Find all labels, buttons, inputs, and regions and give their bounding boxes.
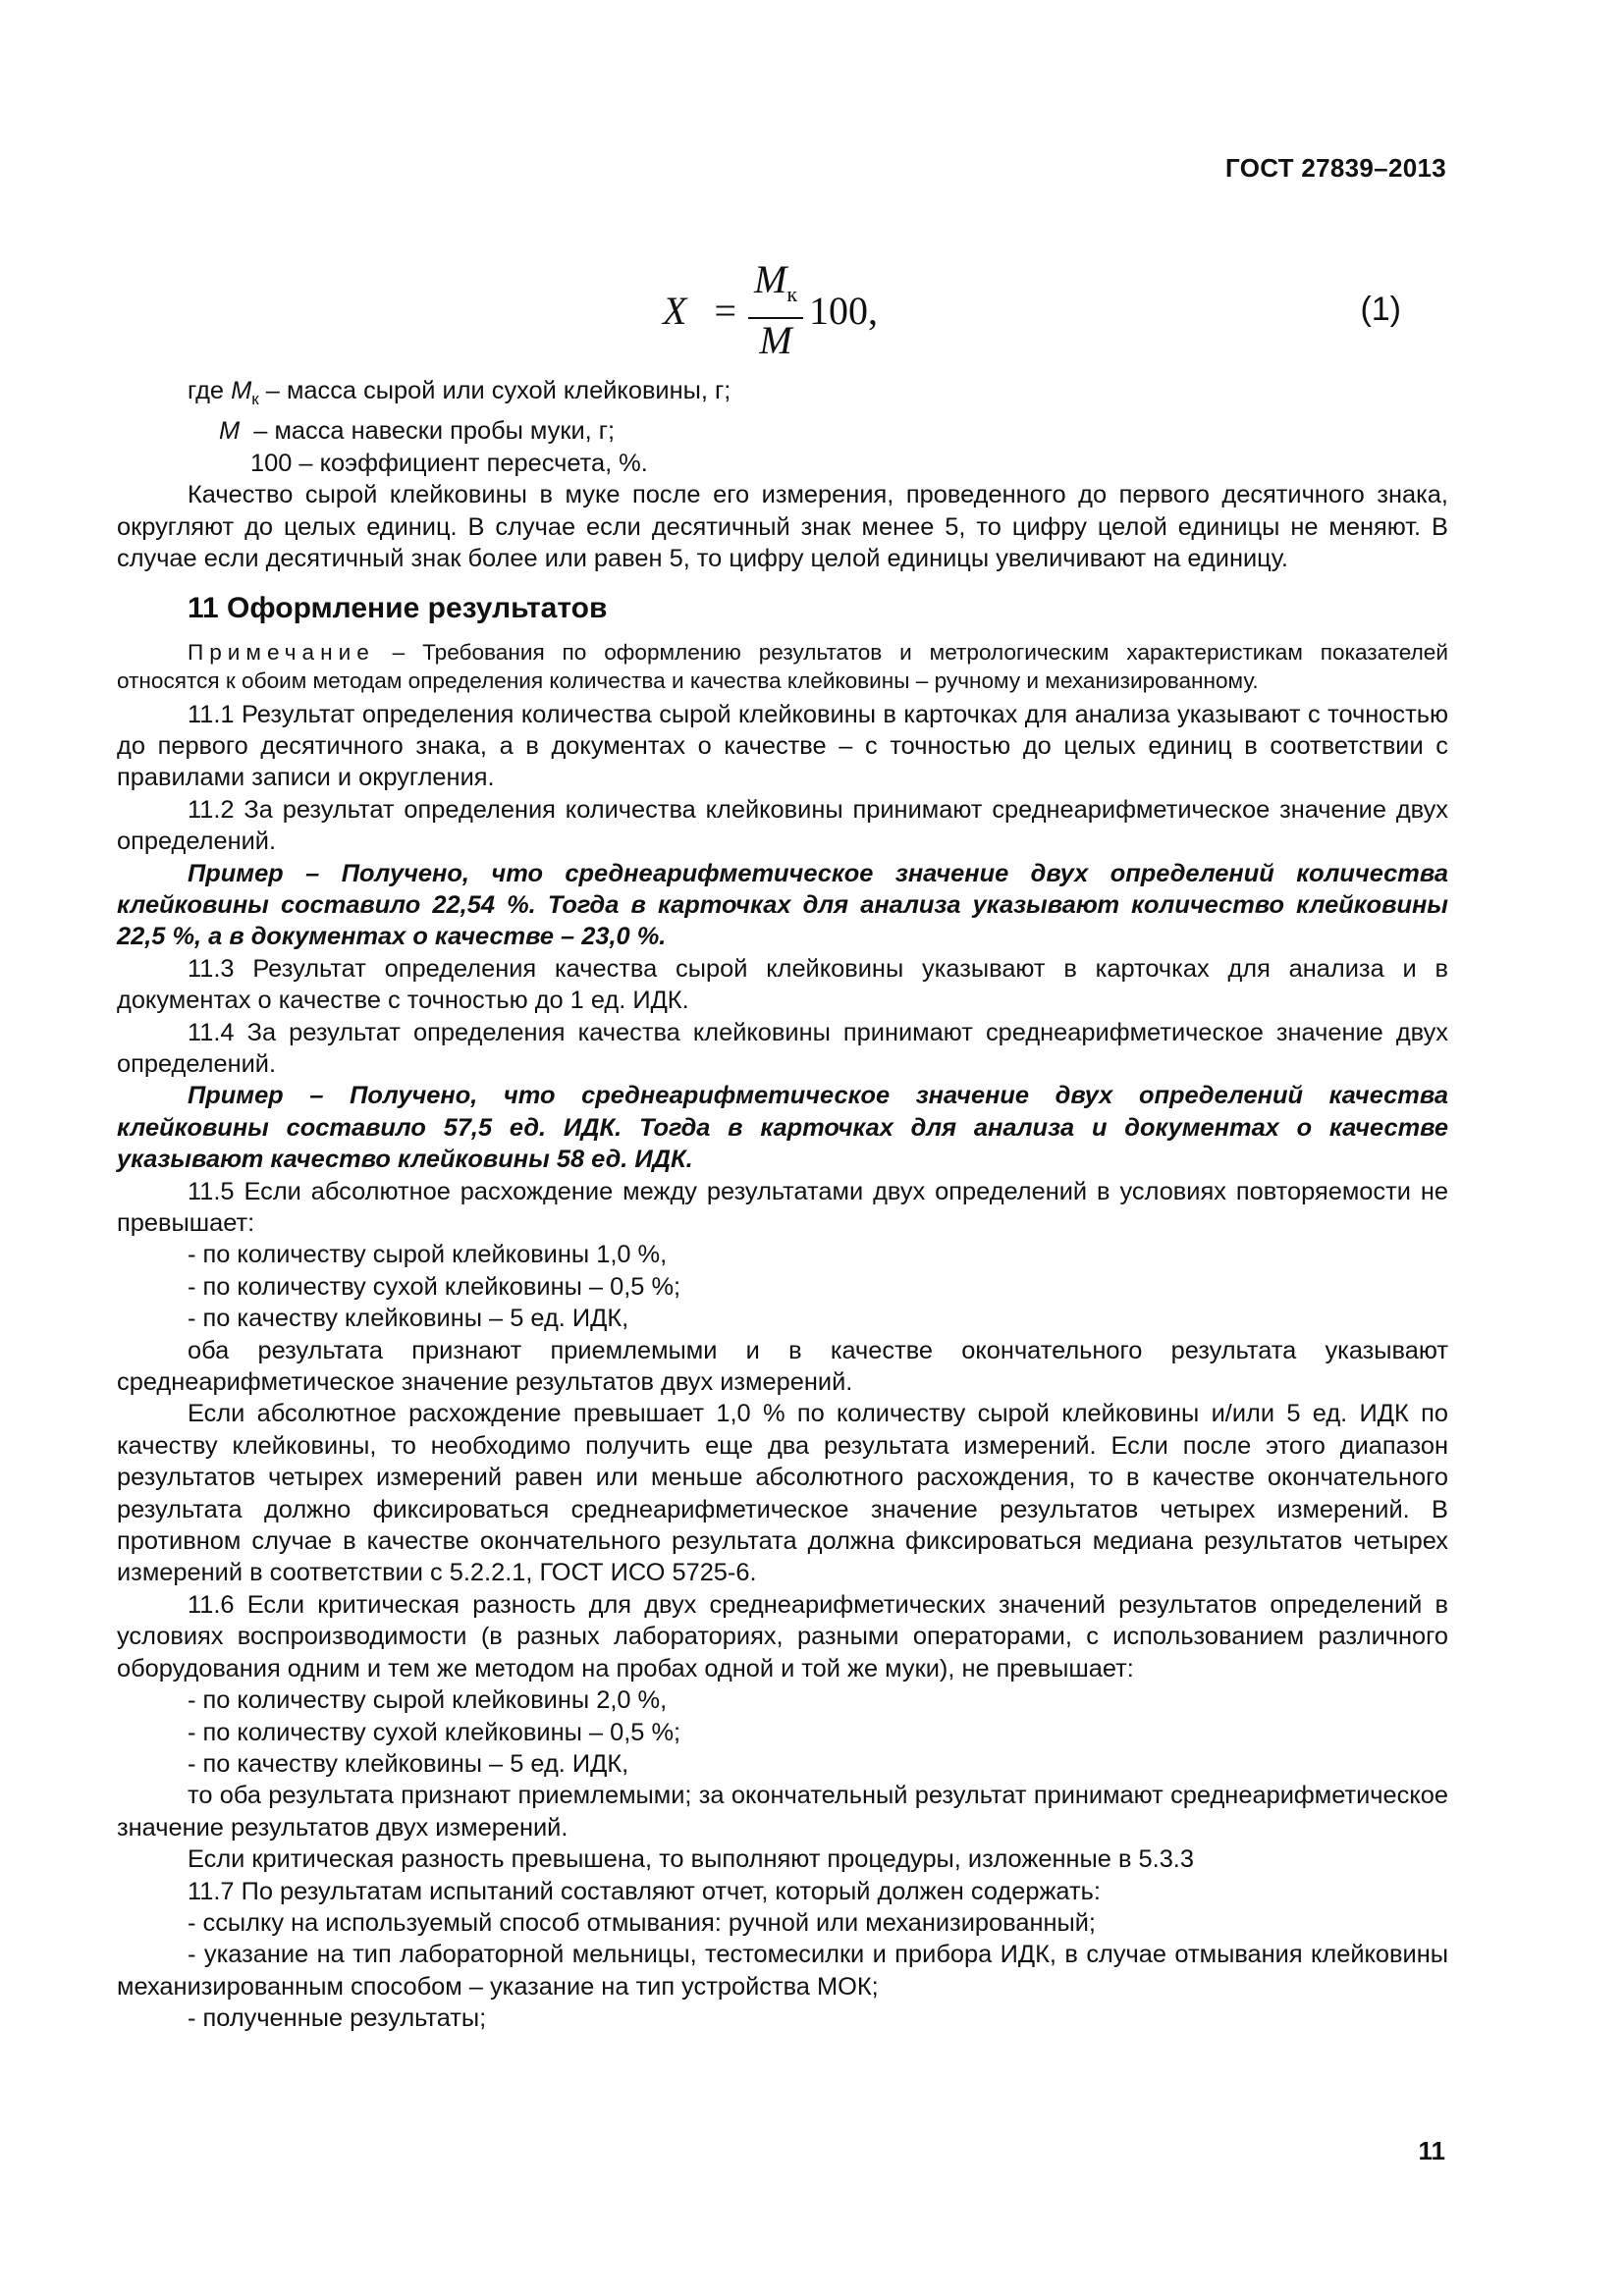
where-line-3: 100 – коэффициент пересчета, %.	[250, 449, 648, 477]
equation-number: (1)	[1360, 291, 1401, 328]
example-2: Пример – Получено, что среднеарифметическое значение двух определений качества клейковины составило 57,5 ед. ИДК. Тогда в карточках для анализа и документах о качестве указывают качество клейковины 58 ед. ИДК.	[117, 1082, 1448, 1174]
paragraph-11-3: 11.3 Результат определения качества сырой клейковины указывают в карточках для анализа и в документах о качестве с точностью до 1 ед. ИДК.	[117, 954, 1448, 1015]
paragraph-11-6: 11.6 Если критическая разность для двух среднеарифметических значений результатов определений в условиях воспроизводимости (в разных лабораториях, разными операторами, с использованием различного оборудования одним и тем же методом на пробах одной и той же муки), не превышает:	[117, 1590, 1448, 1682]
paragraph-11-5: 11.5 Если абсолютное расхождение между результатами двух определений в условиях повторяемости не превышает:	[117, 1177, 1448, 1238]
where-line-2: M – масса навески пробы муки, г;	[219, 417, 616, 446]
note-paragraph: Примечание – Требования по оформлению результатов и метрологическим характеристикам показателей относятся к обоим методам определения количества и качества клейковины – ручному и механизированному.	[117, 639, 1448, 693]
list-item: - ссылку на используемый способ отмывания: ручной или механизированный;	[188, 1908, 1096, 1937]
document-code: ГОСТ 27839–2013	[1225, 153, 1446, 183]
section-title: 11 Оформление результатов	[188, 591, 608, 624]
paragraph-11-5-exceed: Если абсолютное расхождение превышает 1,0 % по количеству сырой клейковины и/или 5 ед. ИДК по качеству клейковины, то необходимо получить еще два результата измерений. Если после этого диапазон результатов четырех измерений равен или меньше абсолютного расхождения, то в качестве окончательного результата должно фиксироваться среднеарифметическое значение результатов четырех измерений. В противном случае в качестве окончательного результата должна фиксироваться медиана результатов четырех измерений в соответствии с 5.2.2.1, ГОСТ ИСО 5725-6.	[117, 1400, 1448, 1587]
formula-numerator: $M_к$	[748, 259, 803, 319]
paragraph-11-4: 11.4 За результат определения качества клейковины принимают среднеарифметическое значение двух определений.	[117, 1018, 1448, 1078]
list-item: - по количеству сухой клейковины – 0,5 %;	[188, 1718, 681, 1746]
paragraph-11-7: 11.7 По результатам испытаний составляют отчет, который должен содержать:	[188, 1877, 1101, 1905]
document-body	[117, 375, 1448, 2035]
list-item: - полученные результаты;	[188, 2004, 487, 2033]
page-number: 11	[1418, 2136, 1445, 2165]
list-item: - по качеству клейковины – 5 ед. ИДК,	[188, 1749, 629, 1778]
formula-fraction	[748, 256, 803, 362]
formula-denominator: M	[759, 317, 792, 362]
list-item: - по количеству сырой клейковины 1,0 %,	[188, 1241, 668, 1269]
note-label: Примечание	[188, 639, 375, 665]
where-line-1: где $M_к$ – масса сырой или сухой клейковины, г;	[188, 377, 731, 409]
paragraph-11-6-end: то оба результата признают приемлемыми; за окончательный результат принимают среднеарифметическое значение результатов двух измерений.	[117, 1782, 1448, 1842]
paragraph-11-5-end: оба результата признают приемлемыми и в качестве окончательного результата указывают среднеарифметическое значение результатов двух измерений.	[117, 1336, 1448, 1397]
paragraph-11-2: 11.2 За результат определения количества клейковины принимают среднеарифметическое значение двух определений.	[117, 795, 1448, 856]
formula-numerator-sub: к	[786, 281, 798, 306]
formula-equals: =	[714, 288, 736, 333]
formula-lhs: X	[663, 288, 687, 333]
formula-tail: 100,	[809, 288, 879, 333]
rounding-paragraph: Качество сырой клейковины в муке после его измерения, проведенного до первого десятичного знака, округляют до целых единиц. В случае если десятичный знак менее 5, то цифру целой единицы не меняют. В случае если десятичный знак более или равен 5, то цифру целой единицы увеличивают на единицу.	[117, 481, 1448, 573]
formula	[663, 256, 879, 362]
list-item: - по качеству клейковины – 5 ед. ИДК,	[188, 1305, 629, 1333]
list-item: - по количеству сухой клейковины – 0,5 %;	[188, 1272, 681, 1301]
list-item: - по количеству сырой клейковины 2,0 %,	[188, 1686, 668, 1715]
example-1: Пример – Получено, что среднеарифметическое значение двух определений количества клейковины составило 22,54 %. Тогда в карточках для анализа указывают количество клейковины 22,5 %, а в документах о качестве – 23,0 %.	[117, 859, 1448, 951]
list-item: - указание на тип лабораторной мельницы, тестомесилки и прибора ИДК, в случае отмывания клейковины механизированным способом – указание на тип устройства МОК;	[117, 1941, 1448, 2001]
paragraph-11-1: 11.1 Результат определения количества сырой клейковины в карточках для анализа указывают с точностью до первого десятичного знака, а в документах о качестве – с точностью до целых единиц в соответствии с правилами записи и округления.	[117, 700, 1448, 792]
paragraph-11-6-exceed: Если критическая разность превышена, то выполняют процедуры, изложенные в 5.3.3	[188, 1845, 1194, 1874]
